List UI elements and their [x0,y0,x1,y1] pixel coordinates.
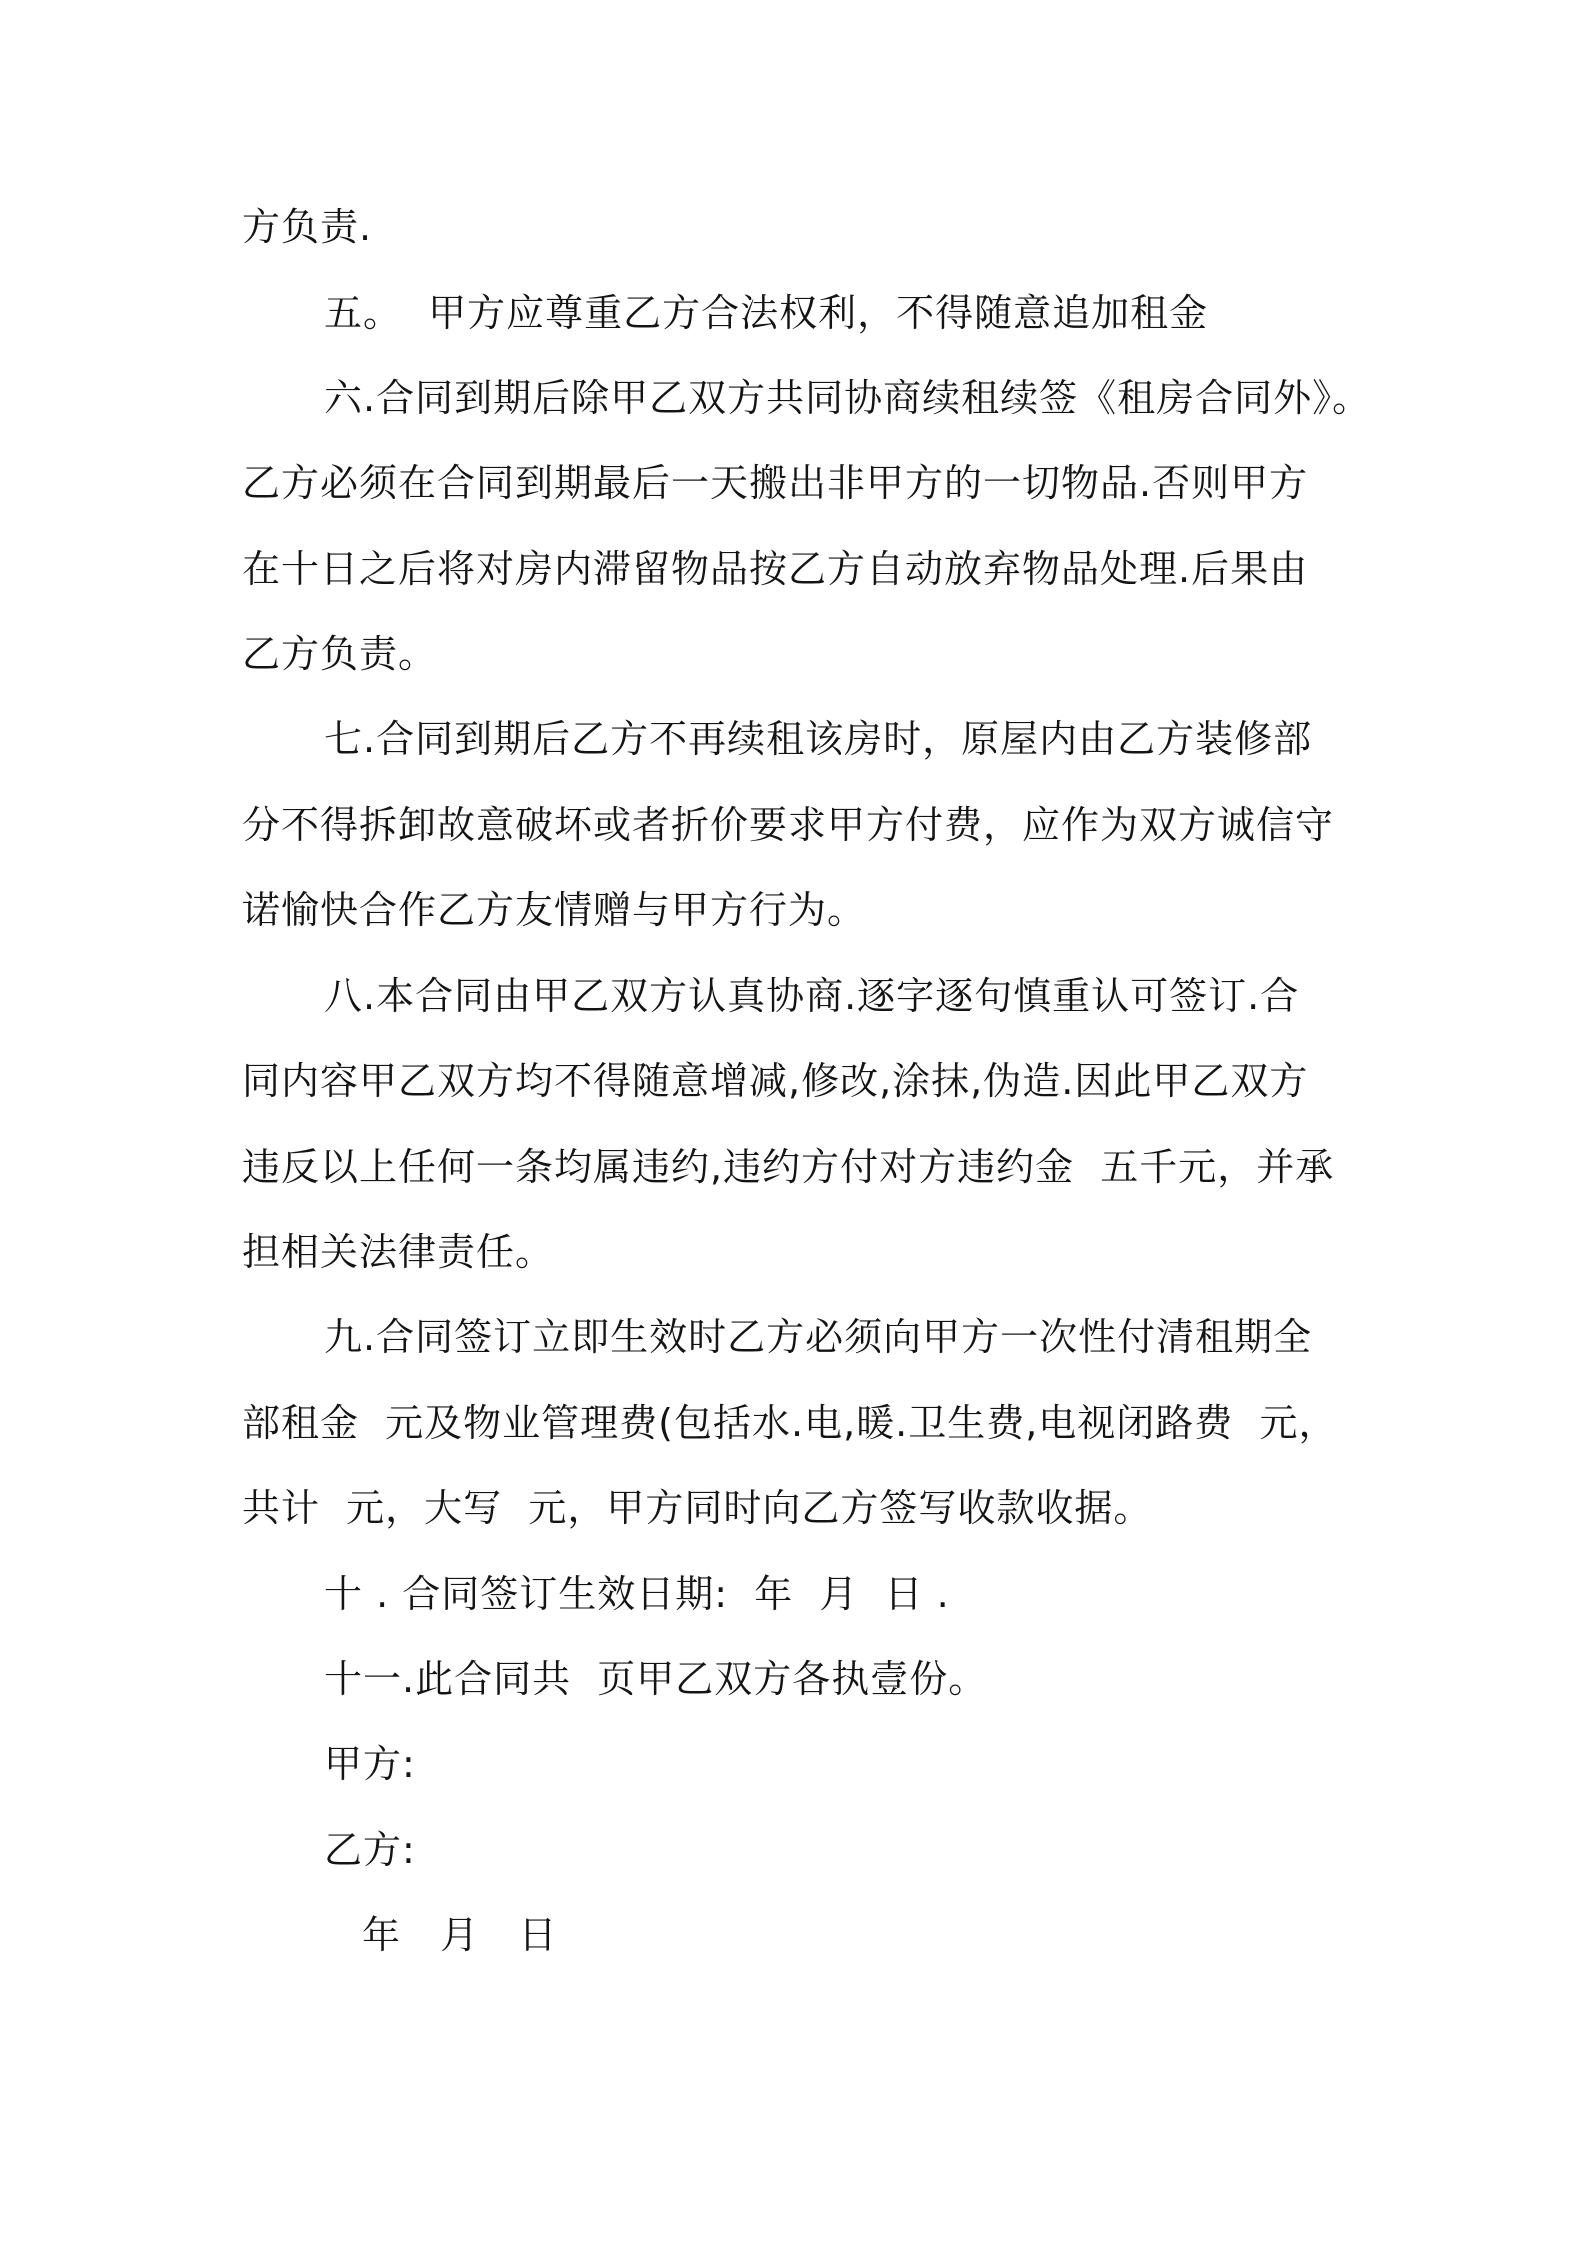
clause-8-line-2: 同内容甲乙双方均不得随意增减,修改,涂抹,伪造.因此甲乙双方 [242,1059,1309,1103]
text-line-continuation: 方负责. [242,205,373,249]
clause-7: 七.合同到期后乙方不再续租该房时，原屋内由乙方装修部 [324,717,1313,761]
clause-11: 十一.此合同共 页甲乙双方各执壹份。 [324,1657,988,1701]
clause-6: 六.合同到期后除甲乙双方共同协商续租续签《租房合同外》。 [324,376,1372,420]
clause-5: 五。 甲方应尊重乙方合法权利，不得随意追加租金 [324,291,1209,335]
party-b-signature-label: 乙方: [324,1828,416,1872]
clause-6-line-4: 乙方负责。 [242,632,438,676]
clause-9: 九.合同签订立即生效时乙方必须向甲方一次性付清租期全 [324,1315,1313,1359]
clause-6-line-2: 乙方必须在合同到期最后一天搬出非甲方的一切物品.否则甲方 [242,461,1309,505]
signature-date: 年 月 日 [362,1913,558,1957]
clause-8-line-3: 违反以上任何一条均属违约,违约方付对方违约金 五千元，并承 [242,1145,1335,1189]
clause-7-line-3: 诺愉快合作乙方友情赠与甲方行为。 [242,888,867,932]
clause-9-line-3: 共计 元，大写 元，甲方同时向乙方签写收款收据。 [242,1486,1153,1530]
clause-8: 八.本合同由甲乙双方认真协商.逐字逐句慎重认可签订.合 [324,974,1300,1018]
clause-7-line-2: 分不得拆卸故意破坏或者折价要求甲方付费，应作为双方诚信守 [242,803,1335,847]
clause-10: 十 . 合同签订生效日期: 年 月 日 . [324,1572,950,1616]
clause-9-line-2: 部租金 元及物业管理费(包括水.电,暖.卫生费,电视闭路费 元， [242,1401,1338,1445]
clause-8-line-4: 担相关法律责任。 [242,1230,555,1274]
party-a-signature-label: 甲方: [324,1742,416,1786]
clause-6-line-3: 在十日之后将对房内滞留物品按乙方自动放弃物品处理.后果由 [242,547,1309,591]
